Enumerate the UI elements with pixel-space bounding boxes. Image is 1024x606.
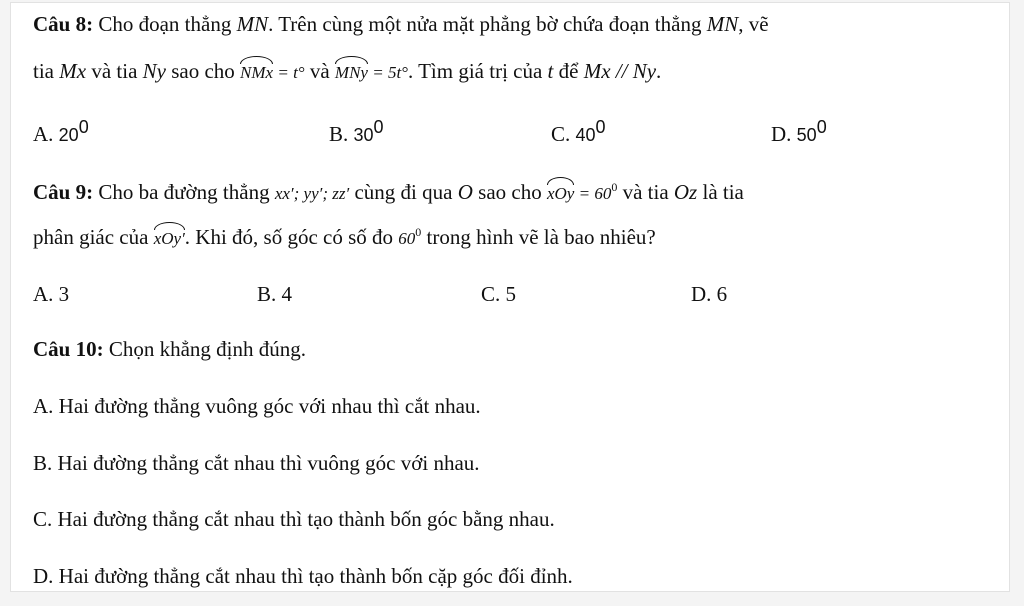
q9-ray-oz: Oz [673, 180, 698, 204]
q9-angle-xoy: xOy [547, 177, 574, 207]
option-value: 5 [505, 282, 517, 306]
option-label: A. [33, 122, 54, 146]
q8-label: Câu 8: [33, 12, 94, 36]
q10-line-1 [33, 336, 306, 362]
option-value: 40 [575, 125, 596, 145]
q8-text: để [553, 59, 584, 83]
q9-option-c[interactable] [481, 281, 516, 307]
degree-sup: 0 [415, 225, 422, 239]
q9-text: phân giác của [33, 225, 154, 249]
q8-ray-mx: Mx [59, 59, 87, 83]
q8-text: và tia [86, 59, 143, 83]
q9-label: Câu 9: [33, 180, 94, 204]
q8-text: sao cho [165, 59, 241, 83]
q9-angle-value: 60 [398, 229, 416, 248]
q8-option-b[interactable] [329, 114, 384, 148]
q8-line-2 [33, 56, 661, 86]
q9-option-d[interactable] [691, 281, 727, 307]
option-value: 3 [58, 282, 70, 306]
q9-text: sao cho [472, 180, 547, 204]
q9-option-a[interactable] [33, 281, 69, 307]
q8-option-c[interactable] [551, 114, 606, 148]
option-value: 30 [353, 125, 374, 145]
degree-sup: 0 [611, 180, 618, 194]
q8-angle-mny: MNy [335, 56, 368, 86]
q8-option-d[interactable] [771, 114, 827, 148]
q8-text: , vẽ [738, 12, 769, 36]
degree-sup: 0 [78, 117, 89, 137]
q9-angle-xoy-value: = 60 [574, 184, 612, 203]
q9-option-b[interactable] [257, 281, 292, 307]
option-label: C. [551, 122, 571, 146]
degree-sup: 0 [595, 117, 606, 137]
q9-text: . Khi đó, số góc có số đo [184, 225, 399, 249]
q9-text: cùng đi qua [349, 180, 458, 204]
q9-line-1 [33, 174, 744, 207]
option-value: 6 [716, 282, 728, 306]
q8-text: và [304, 59, 335, 83]
q9-text: trong hình vẽ là bao nhiêu? [421, 225, 656, 249]
q8-text: tia [33, 59, 60, 83]
q9-text: là tia [697, 180, 744, 204]
q8-ray-ny: Ny [142, 59, 166, 83]
q8-angle-mny-value: = 5t° [367, 63, 408, 82]
q9-point-o: O [457, 180, 473, 204]
q9-lines: xx′; yy′; zz′ [274, 184, 350, 203]
q10-label: Câu 10: [33, 337, 104, 361]
worksheet-page [10, 2, 1010, 592]
degree-sup: 0 [816, 117, 827, 137]
option-label: B. [329, 122, 349, 146]
q8-text: Cho đoạn thẳng [93, 12, 237, 36]
q10-option-c[interactable]: C. Hai đường thẳng cắt nhau thì tạo thành bốn góc bằng nhau. [33, 507, 555, 531]
q9-text: Cho ba đường thẳng [93, 180, 275, 204]
option-value: 4 [281, 282, 293, 306]
q8-option-a[interactable] [33, 114, 89, 148]
option-value: 20 [58, 125, 79, 145]
q8-angle-nmx-value: = t° [273, 63, 305, 82]
option-label: A. [33, 282, 54, 306]
option-label: D. [771, 122, 792, 146]
q8-segment-mn: MN [706, 12, 739, 36]
q8-segment-mn: MN [236, 12, 269, 36]
option-value: 50 [796, 125, 817, 145]
q9-text: và tia [617, 180, 674, 204]
q10-option-b[interactable]: B. Hai đường thẳng cắt nhau thì vuông góc với nhau. [33, 451, 480, 475]
q8-parallel-condition: Mx // Ny [583, 59, 657, 83]
q8-text: . Tìm giá trị của [407, 59, 548, 83]
option-label: D. [691, 282, 712, 306]
q8-text: . Trên cùng một nửa mặt phẳng bờ chứa đoạn thẳng [268, 12, 707, 36]
q8-line-1 [33, 11, 769, 37]
option-label: B. [257, 282, 277, 306]
q8-text: . [656, 59, 662, 83]
q9-angle-xoy-prime: xOy′ [154, 222, 185, 252]
q8-angle-nmx: NMx [240, 56, 273, 86]
q8-variable-t: t [547, 59, 554, 83]
q10-option-a[interactable]: A. Hai đường thẳng vuông góc với nhau thì cắt nhau. [33, 394, 481, 418]
q9-line-2 [33, 219, 656, 252]
q10-option-d[interactable]: D. Hai đường thẳng cắt nhau thì tạo thành bốn cặp góc đối đỉnh. [33, 564, 573, 588]
degree-sup: 0 [373, 117, 384, 137]
option-label: C. [481, 282, 501, 306]
q10-text: Chọn khẳng định đúng. [103, 337, 307, 361]
